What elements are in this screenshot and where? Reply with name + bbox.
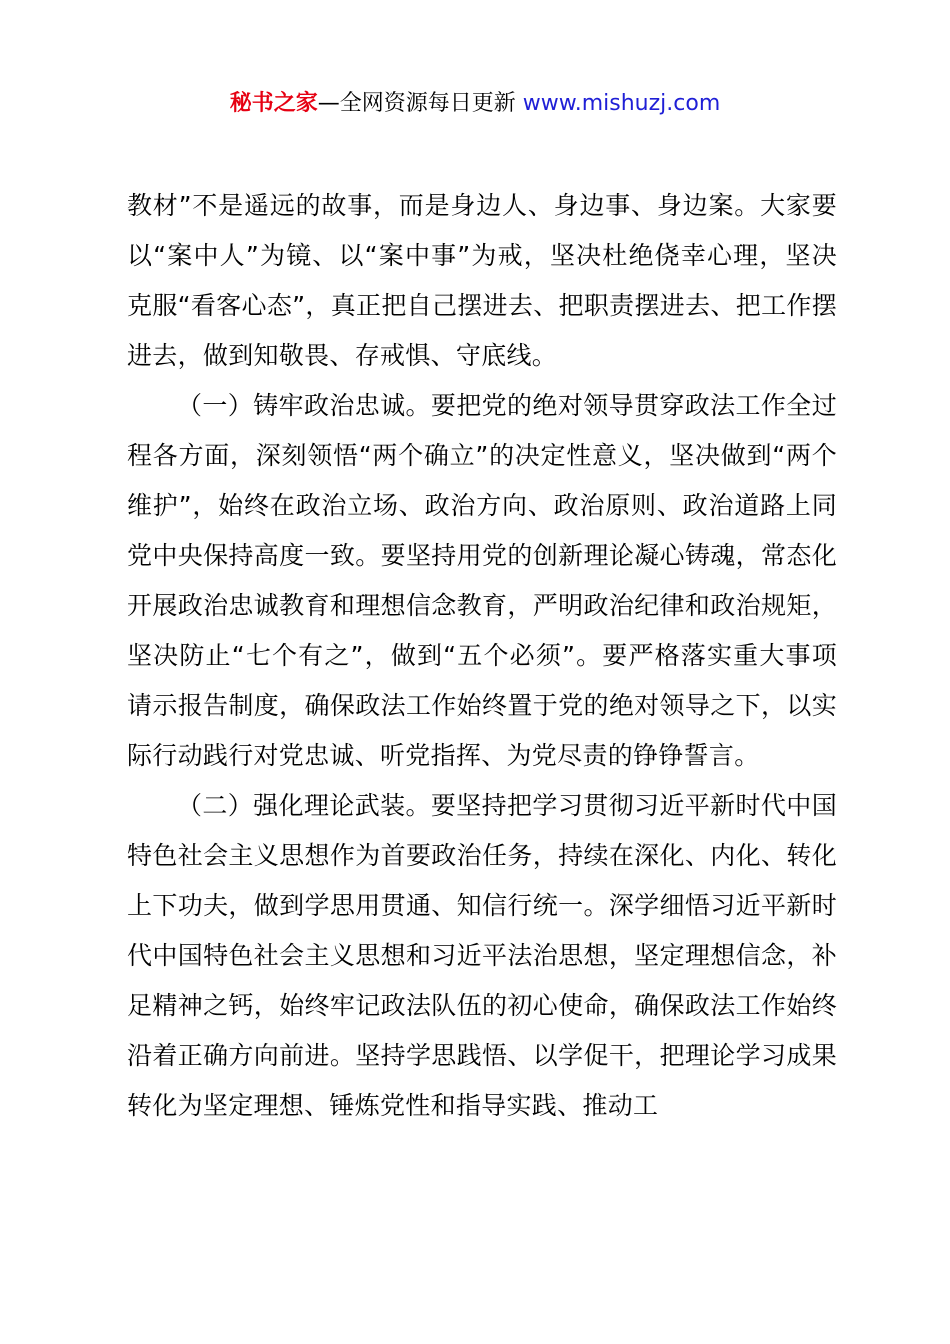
header-url: www.mishuzj.com [522, 91, 721, 116]
brand-name: 秘书之家 [229, 91, 318, 116]
paragraph-theory-study: （二）强化理论武装。要坚持把学习贯彻习近平新时代中国特色社会主义思想作为首要政治任务，持续在深化、内化、转化上下功夫，做到学思用贯通、知信行统一。深学细悟习近平新时代中国特色社会主义思想和习近平法治思想，坚定理想信念，补足精神之钙，始终牢记政法队伍的初心使命，确保政法工作始终沿着正确方向前进。坚持学思践悟、以学促干，把理论学习成果转化为坚定理想、锤炼党性和指导实践、推动工 [127, 791, 837, 1120]
paragraph-political-loyalty: （一）铸牢政治忠诚。要把党的绝对领导贯穿政法工作全过程各方面，深刻领悟“两个确立”的决定性意义，坚决做到“两个维护”，始终在政治立场、政治方向、政治原则、政治道路上同党中央保持高度一致。要坚持用党的创新理论凝心铸魂，常态化开展政治忠诚教育和理想信念教育，严明政治纪律和政治规矩，坚决防止“七个有之”，做到“五个必须”。要严格落实重大事项请示报告制度，确保政法工作始终置于党的绝对领导之下，以实际行动践行对党忠诚、听党指挥、为党尽责的铮铮誓言。 [127, 391, 837, 770]
page-header [0, 88, 950, 120]
header-tagline: —全网资源每日更新 [317, 91, 523, 116]
document-body [127, 181, 837, 1131]
paragraph-continuation: 教材”不是遥远的故事，而是身边人、身边事、身边案。大家要以“案中人”为镜、以“案中事”为戒，坚决杜绝侥幸心理，坚决克服“看客心态”，真正把自己摆进去、把职责摆进去、把工作摆进去，做到知敬畏、存戒惧、守底线。 [127, 191, 837, 370]
